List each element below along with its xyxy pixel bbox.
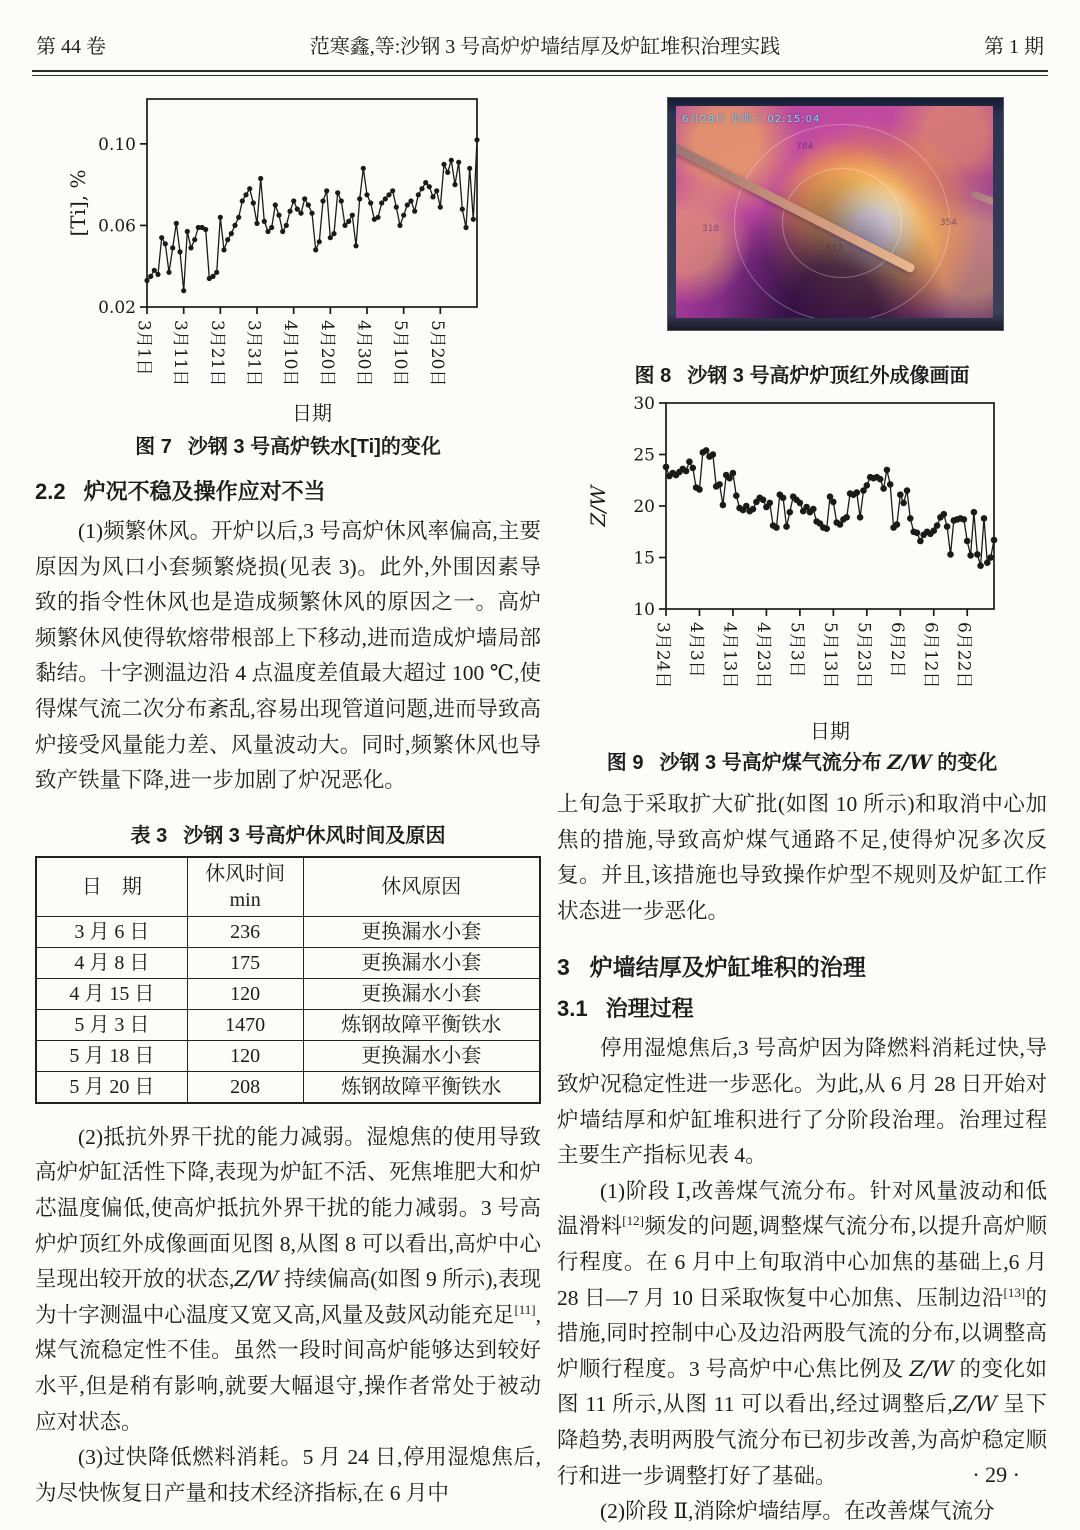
svg-text:4月20日: 4月20日: [316, 320, 337, 387]
paragraph-fuel-reduction: (3)过快降低燃料消耗。5 月 24 日,停用湿熄焦后,为尽快恢复日产量和技术经济指标,在 6 月中: [35, 1445, 541, 1505]
svg-text:30: 30: [633, 394, 655, 414]
figure7-caption: 图 7 沙钢 3 号高炉铁水[Ti]的变化: [135, 436, 441, 458]
svg-text:[Ti], %: [Ti], %: [66, 169, 90, 237]
svg-text:5月10日: 5月10日: [390, 320, 411, 387]
svg-text:3月1日: 3月1日: [133, 320, 154, 376]
figure9-caption: 图 9 沙钢 3 号高炉煤气流分布 Z/W 的变化: [606, 750, 998, 774]
running-title: 范寒鑫,等:沙钢 3 号高炉炉墙结厚及炉缸堆积治理实践: [309, 36, 781, 58]
left-column: [35, 85, 541, 1511]
col-header-duration: 休风时间 min: [187, 857, 303, 917]
svg-text:6月2日: 6月2日: [886, 622, 907, 678]
table-row: 5 月 3 日 1470 炼钢故障平衡铁水: [36, 1009, 540, 1040]
svg-text:Z/W: Z/W: [586, 485, 610, 527]
right-column: [557, 85, 1047, 1530]
svg-text:日期: 日期: [810, 719, 850, 743]
svg-text:4月10日: 4月10日: [280, 320, 301, 387]
svg-text:3月11日: 3月11日: [170, 320, 191, 387]
paragraph-resistance-weakened: (2)抵抗外界干扰的能力减弱。湿熄焦的使用导致高炉炉缸活性下降,表现为炉缸不活、死焦堆肥大和炉芯温度偏低,使高炉抵抗外界干扰的能力减弱。3 号高炉炉顶红外成像画面见图 8,从图 8 可以看出,高炉中心呈现出较开放的状态,Z/W 持续偏高(如图 9 所示),表现为十字测温中心温度又宽又高,风量及鼓风动能充足[11],煤气流稳定性不佳。虽然一段时间高炉能够达到较好水平,但是稍有影响,就要大幅退守,操作者常处于被动应对状态。: [35, 1124, 541, 1434]
table3-body: [36, 916, 540, 1103]
paragraph-frequent-shutdown: (1)频繁休风。开炉以后,3 号高炉休风率偏高,主要原因为风口小套频繁烧损(见表 3)。此外,外围因素导致的指令性休风也是造成频繁休风的原因之一。高炉频繁休风使得软熔带根部上下移动,进而造成炉墙局部黏结。十字测温边沿 4 点温度差值最大超过 100 ℃,使得煤气流二次分布紊乱,容易出现管道问题,进而导致高炉接受风量能力差、风量波动大。同时,频繁休风也导致产铁量下降,进一步加剧了炉况恶化。: [35, 519, 541, 793]
svg-text:6月12日: 6月12日: [920, 622, 941, 689]
svg-text:3月24日: 3月24日: [652, 622, 673, 689]
svg-text:5月3日: 5月3日: [786, 622, 807, 678]
svg-text:10: 10: [633, 600, 655, 620]
osd-datetime: 6月28日 星期三 02:15:04: [682, 114, 821, 125]
paragraph-stage2: (2)阶段 Ⅱ,消除炉墙结厚。在改善煤气流分: [600, 1499, 995, 1524]
svg-text:4月13日: 4月13日: [719, 622, 740, 689]
svg-text:5月20日: 5月20日: [426, 320, 447, 387]
paragraph-stage1: (1)阶段 Ⅰ,改善煤气流分布。针对风量波动和低温滑料[12]频发的问题,调整煤气流分布,以提升高炉顺行程度。在 6 月中上旬取消中心加焦的基础上,6 月 28 日—7 月 10 日采取恢复中心加焦、压制边沿[13]的措施,同时控制中心及边沿两股气流的分布,以调整高炉顺行程度。3 号高炉中心焦比例及 Z/W 的变化如图 11 所示,从图 11 可以看出,经过调整后,Z/W 呈下降趋势,表明两股气流分布已初步改善,为高炉稳定顺行和进一步调整打好了基础。: [557, 1178, 1047, 1488]
svg-text:日期: 日期: [292, 401, 332, 425]
section-3-heading: 3 炉墙结厚及炉缸堆积的治理: [557, 954, 866, 981]
section-2-2-heading: 2.2 炉况不稳及操作应对不当: [35, 479, 326, 504]
temp-reading: 784: [796, 142, 814, 152]
journal-volume: 第 44 卷: [36, 36, 106, 58]
svg-text:5月13日: 5月13日: [819, 622, 840, 689]
journal-issue: 第 1 期: [984, 36, 1044, 58]
probe-short-icon: [970, 190, 993, 225]
svg-text:3月31日: 3月31日: [243, 320, 264, 387]
table3: [35, 856, 541, 1104]
figure8-caption: 图 8 沙钢 3 号高炉炉顶红外成像画面: [634, 365, 970, 387]
table-row: 5 月 18 日 120 更换漏水小套: [36, 1040, 540, 1071]
svg-text:4月3日: 4月3日: [685, 622, 706, 678]
page-number: · 29 ·: [972, 1462, 1020, 1487]
section-3-1-heading: 3.1 治理过程: [557, 996, 694, 1022]
table-row: 5 月 20 日 208 炼钢故障平衡铁水: [36, 1071, 540, 1103]
temp-reading: 517: [826, 244, 844, 254]
svg-text:20: 20: [633, 497, 655, 517]
svg-text:15: 15: [633, 548, 655, 569]
table3-title: 表 3 沙钢 3 号高炉休风时间及原因: [130, 824, 446, 847]
thermal-screen: [676, 106, 993, 318]
figure7-chart: [35, 91, 541, 426]
svg-text:4月23日: 4月23日: [752, 622, 773, 689]
svg-text:0.06: 0.06: [98, 216, 136, 237]
svg-text:3月21日: 3月21日: [206, 320, 227, 387]
figure9-chart: [557, 394, 1047, 744]
svg-text:0.02: 0.02: [98, 298, 136, 318]
figure8-image: [667, 97, 1004, 331]
svg-text:0.10: 0.10: [98, 134, 136, 155]
thermal-ring-inner: [782, 168, 902, 278]
col-header-reason: 休风原因: [303, 857, 540, 917]
svg-text:6月22日: 6月22日: [953, 622, 974, 689]
temp-reading: 318: [702, 224, 720, 234]
table-row: 4 月 8 日 175 更换漏水小套: [36, 947, 540, 978]
svg-text:5月23日: 5月23日: [853, 622, 874, 689]
header-rule: [32, 70, 1048, 76]
thermal-bottom-label: 3号高炉炉顶成像: [792, 304, 877, 314]
table-row: 3 月 6 日 236 更换漏水小套: [36, 916, 540, 947]
col-header-date: 日 期: [36, 857, 187, 917]
table-row: 4 月 15 日 120 更换漏水小套: [36, 978, 540, 1009]
paragraph-treatment-intro: 停用湿熄焦后,3 号高炉因为降燃料消耗过快,导致炉况稳定性进一步恶化。为此,从 6 月 28 日开始对炉墙结厚和炉缸堆积进行了分阶段治理。治理过程主要生产指标见表 4。: [557, 1036, 1047, 1168]
table-header-row: [36, 857, 540, 917]
temp-reading: 354: [939, 218, 957, 228]
svg-text:4月30日: 4月30日: [353, 320, 374, 387]
svg-text:25: 25: [633, 445, 655, 466]
paragraph-continued: 上旬急于采取扩大矿批(如图 10 所示)和取消中心加焦的措施,导致高炉煤气通路不足,使得炉况多次反复。并且,该措施也导致操作炉型不规则及炉缸工作状态进一步恶化。: [557, 792, 1047, 923]
page-header: [36, 30, 1044, 59]
